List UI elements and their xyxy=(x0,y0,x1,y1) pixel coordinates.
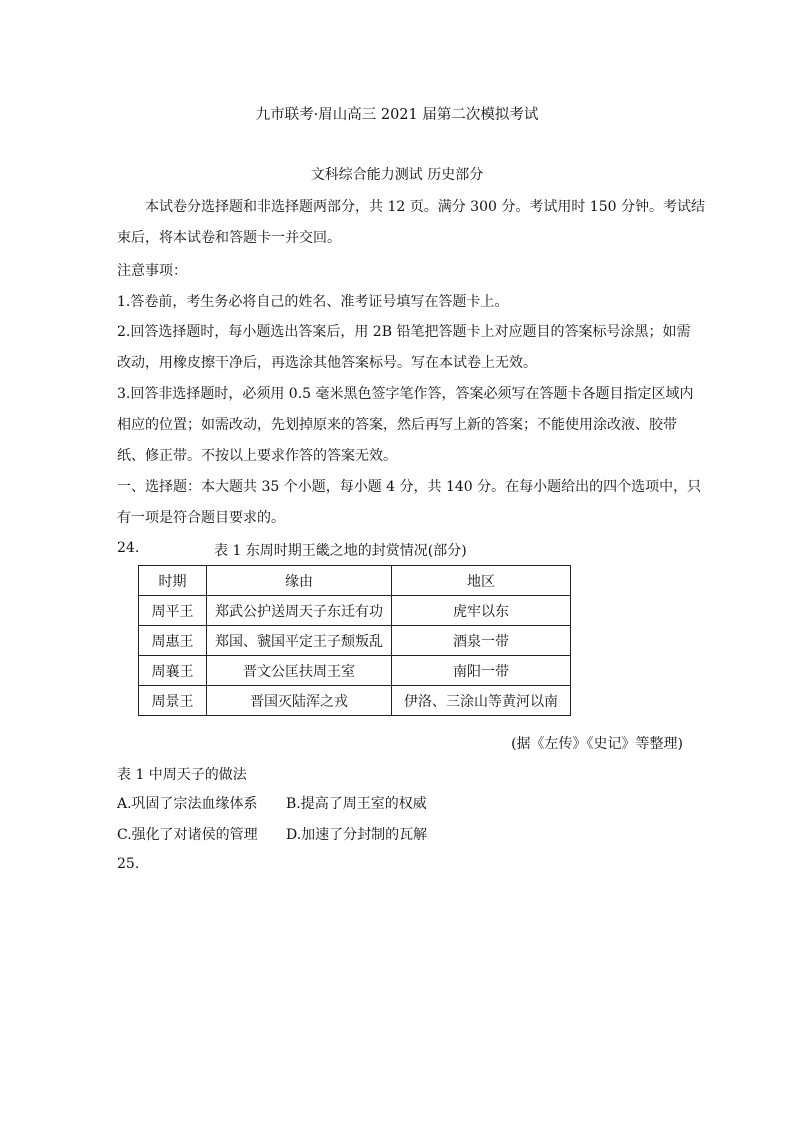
table-caption: 表 1 东周时期王畿之地的封赏情况(部分) xyxy=(214,543,467,559)
table-cell: 晋国灭陆浑之戎 xyxy=(207,686,392,716)
table-cell: 周平王 xyxy=(139,596,207,626)
table-cell: 周惠王 xyxy=(139,626,207,656)
notice-item-3-line-1: 3.回答非选择题时，必须用 0.5 毫米黑色签字笔作答，答案必须写在答题卡各题目指定区域内 xyxy=(117,386,694,402)
table-header-cell: 地区 xyxy=(392,566,571,596)
table-row xyxy=(139,626,571,656)
question-24-stem: 表 1 中周天子的做法 xyxy=(117,767,247,783)
notice-item-2-line-2: 改动，用橡皮擦干净后，再选涂其他答案标号。写在本试卷上无效。 xyxy=(117,355,537,371)
notice-item-3-line-2: 相应的位置；如需改动，先划掉原来的答案，然后再写上新的答案；不能使用涂改液、胶带 xyxy=(117,417,677,433)
notice-item-2-line-1: 2.回答选择题时，每小题选出答案后，用 2B 铅笔把答题卡上对应题目的答案标号涂黑；如需 xyxy=(117,324,691,340)
intro-line-1: 本试卷分选择题和非选择题两部分，共 12 页。满分 300 分。考试用时 150 分钟。考试结 xyxy=(145,199,705,215)
table-cell: 虎牢以东 xyxy=(392,596,571,626)
table-cell: 酒泉一带 xyxy=(392,626,571,656)
option-a: A.巩固了宗法血缘体系 xyxy=(117,796,258,812)
table-row xyxy=(139,656,571,686)
exam-title: 九市联考·眉山高三 2021 届第二次模拟考试 xyxy=(255,107,539,123)
table-header-cell: 时期 xyxy=(139,566,207,596)
table-source: (据《左传》《史记》等整理) xyxy=(511,736,683,752)
intro-line-2: 束后，将本试卷和答题卡一并交回。 xyxy=(117,230,341,246)
question-25-number: 25. xyxy=(117,856,140,872)
exam-subtitle: 文科综合能力测试 历史部分 xyxy=(310,167,484,183)
table-cell: 周襄王 xyxy=(139,656,207,686)
table-cell: 郑武公护送周天子东迁有功 xyxy=(207,596,392,626)
section-instruction-line-1: 一、选择题：本大题共 35 个小题，每小题 4 分，共 140 分。在每小题给出的四个选项中，只 xyxy=(117,479,702,495)
table-row xyxy=(139,596,571,626)
section-instruction-line-2: 有一项是符合题目要求的。 xyxy=(117,510,285,526)
table-header-row xyxy=(139,566,571,596)
notice-item-1: 1.答卷前，考生务必将自己的姓名、准考证号填写在答题卡上。 xyxy=(117,294,509,310)
option-c: C.强化了对诸侯的管理 xyxy=(117,827,258,843)
table-cell: 晋文公匡扶周王室 xyxy=(207,656,392,686)
table-cell: 南阳一带 xyxy=(392,656,571,686)
table-header-cell: 缘由 xyxy=(207,566,392,596)
option-d: D.加速了分封制的瓦解 xyxy=(286,827,428,843)
table-cell: 伊洛、三涂山等黄河以南 xyxy=(392,686,571,716)
fief-table xyxy=(138,565,571,716)
table-row xyxy=(139,686,571,716)
question-24-number: 24. xyxy=(117,540,140,556)
option-b: B.提高了周王室的权威 xyxy=(286,796,427,812)
table-cell: 周景王 xyxy=(139,686,207,716)
notice-item-3-line-3: 纸、修正带。不按以上要求作答的答案无效。 xyxy=(117,448,397,464)
table-cell: 郑国、虢国平定王子颓叛乱 xyxy=(207,626,392,656)
notice-heading: 注意事项： xyxy=(117,263,187,279)
